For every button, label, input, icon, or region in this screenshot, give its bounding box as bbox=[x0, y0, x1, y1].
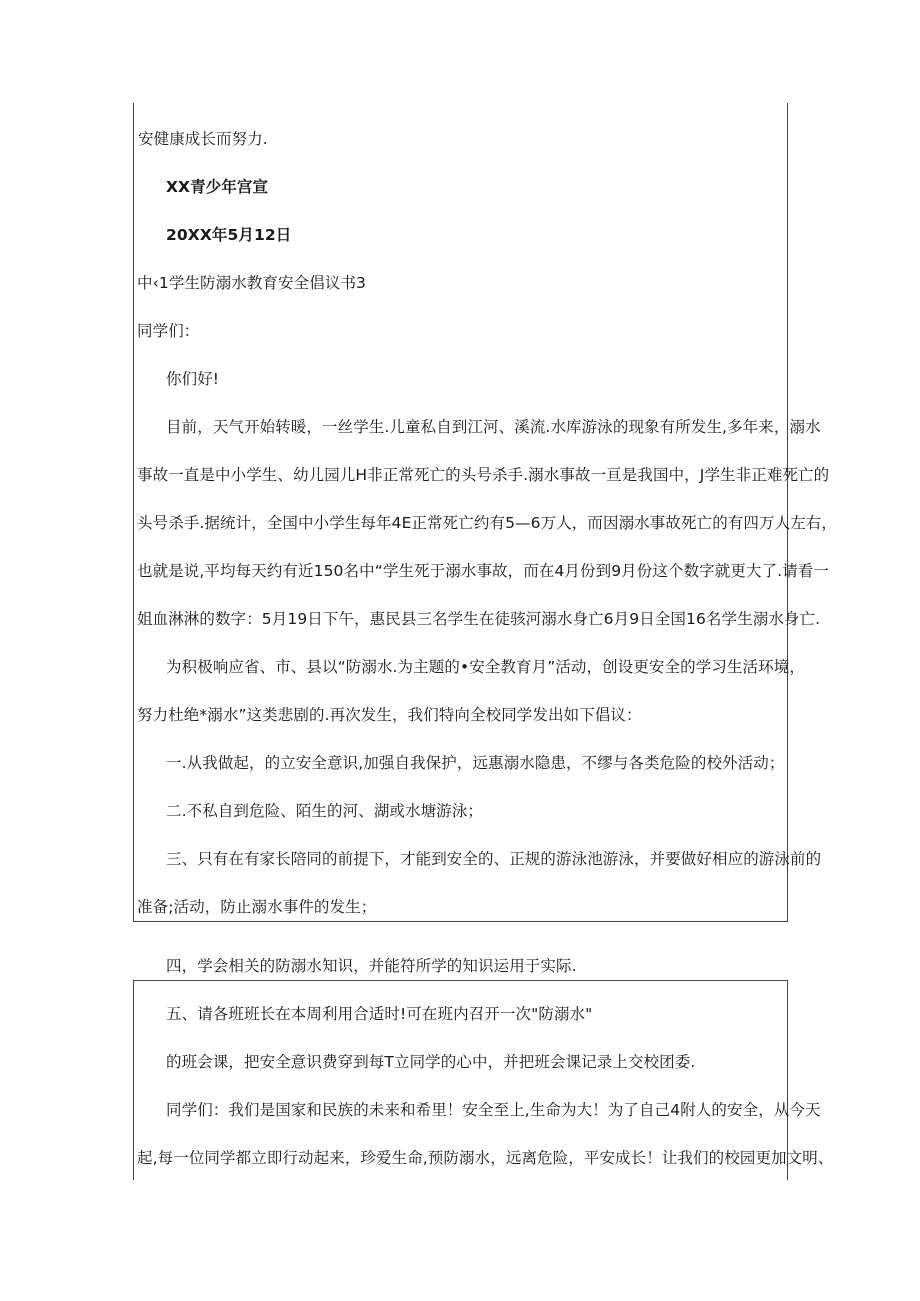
section-title: 中‹1学生防溺水教育安全倡议书3 bbox=[137, 274, 367, 292]
greeting: 你们好! bbox=[166, 370, 220, 388]
text-line: 为积极响应省、市、县以“防溺水.为主题的•安全教育月”活动，创设更安全的学习生活环境， bbox=[166, 658, 805, 676]
text-line: 头号杀手.据统计，全国中小学生每年4E正常死亡约有5—6万人，而因溺水事故死亡的有四万人左右， bbox=[137, 514, 838, 532]
salutation: 同学们： bbox=[137, 322, 200, 340]
list-item: 二.不私自到危险、陌生的河、湖或水塘游泳； bbox=[166, 802, 484, 820]
text-line: 准备;活动，防止溺水事件的发生； bbox=[137, 898, 377, 916]
page-border-right-top bbox=[787, 103, 788, 921]
text-line: 起,每一位同学都立即行动起来，珍爱生命,预防溺水，远离危险，平安成长！让我们的校园更加文明、 bbox=[137, 1149, 834, 1167]
text-line: 努力杜绝*溺水”这类悲剧的.再次发生，我们特向全校同学发出如下倡议： bbox=[137, 706, 642, 724]
signature-org: XX青少年宫宣 bbox=[166, 178, 269, 196]
page-border-top-bottom bbox=[133, 980, 788, 981]
list-item: 四，学会相关的防溺水知识，并能符所学的知识运用于实际. bbox=[166, 957, 577, 975]
signature-date: 20XX年5月12日 bbox=[166, 226, 292, 244]
list-item: 五、请各班班长在本周利用合适时!可在班内召开一次"防溺水" bbox=[166, 1005, 593, 1023]
list-item: 三、只有在有家长陪同的前提下，才能到安全的、正规的游泳池游泳，并要做好相应的游泳前的 bbox=[166, 850, 822, 868]
text-line: 安健康成长而努力. bbox=[138, 130, 268, 148]
page-border-left-top bbox=[133, 103, 134, 921]
text-line: 同学们：我们是国家和民族的未来和希里！安全至上,生命为大！为了自己4附人的安全，从今天 bbox=[166, 1101, 821, 1119]
text-line: 目前，天气开始转暖，一丝学生.儿童私自到江河、溪流.水库游泳的现象有所发生,多年来，溺水 bbox=[166, 418, 821, 436]
text-line: 也就是说,平均每天约有近150名中“学生死于溺水事故，而在4月份到9月份这个数字就更大了.请看一 bbox=[137, 562, 829, 580]
text-line: 事故一直是中小学生、幼儿园儿H非正常死亡的头号杀手.溺水事故一亘是我国中，J学生非正难死亡的 bbox=[137, 466, 830, 484]
page-border-bottom-top bbox=[133, 921, 788, 922]
page-border-left-bottom bbox=[133, 980, 134, 1180]
text-line: 姐血淋淋的数字：5月19日下午，惠民县三名学生在徒骇河溺水身亡6月9日全国16名学生溺水身亡. bbox=[137, 610, 821, 628]
text-line: 的班会课，把安全意识费穿到每T立同学的心中，并把班会课记录上交校团委. bbox=[166, 1053, 696, 1071]
list-item: 一.从我做起，的立安全意识,加强自我保护，远惠溺水隐患，不缪与各类危险的校外活动； bbox=[166, 754, 785, 772]
